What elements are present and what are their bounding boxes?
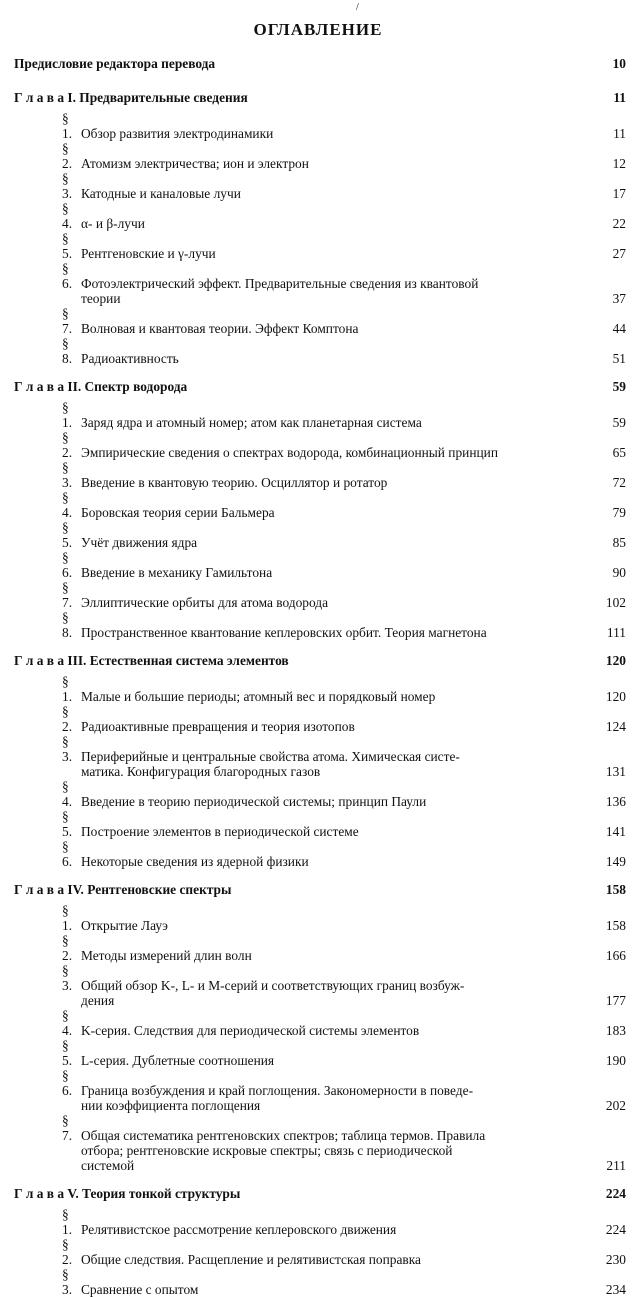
- section-entry[interactable]: [14, 111, 626, 141]
- section-title: системой: [81, 1158, 135, 1173]
- section-number: § 2.: [62, 933, 73, 963]
- section-page: 131: [605, 764, 626, 779]
- chapter-heading[interactable]: [14, 379, 626, 394]
- section-title: Граница возбуждения и край поглощения. Закономерности в поведе-: [81, 1083, 474, 1098]
- section-page: 183: [605, 1023, 626, 1038]
- chapter-title: Г л а в а V. Теория тонкой структуры: [14, 1186, 241, 1201]
- chapter-page: 59: [612, 379, 626, 394]
- chapter-title: Г л а в а II. Спектр водорода: [14, 379, 188, 394]
- section-page: 11: [613, 126, 626, 141]
- section-page: 111: [606, 625, 626, 640]
- chapter-heading[interactable]: [14, 882, 626, 897]
- section-entry[interactable]: [14, 306, 626, 336]
- section-entry[interactable]: [14, 933, 626, 963]
- section-entry[interactable]: [14, 1008, 626, 1038]
- section-number: § 1.: [62, 400, 73, 430]
- section-entry[interactable]: [14, 674, 626, 704]
- section-title: Эллиптические орбиты для атома водорода: [81, 595, 329, 610]
- section-title: Введение в механику Гамильтона: [81, 565, 273, 580]
- section-entry[interactable]: [14, 1267, 626, 1297]
- chapter-page: 158: [605, 882, 626, 897]
- section-entry[interactable]: [14, 704, 626, 734]
- section-entry[interactable]: [14, 963, 626, 993]
- page-title: ОГЛАВЛЕНИЕ: [253, 20, 383, 39]
- section-entry[interactable]: [14, 779, 626, 809]
- section-page: 65: [612, 445, 626, 460]
- section-title: матика. Конфигурация благородных газов: [81, 764, 321, 779]
- section-entry[interactable]: [14, 839, 626, 869]
- section-number: § 8.: [62, 610, 73, 640]
- section-number: § 5.: [62, 231, 73, 261]
- section-page: 224: [605, 1222, 626, 1237]
- section-entry[interactable]: [14, 201, 626, 231]
- section-page: 166: [605, 948, 626, 963]
- section-title: Радиоактивные превращения и теория изотопов: [81, 719, 355, 734]
- section-title: Методы измерений длин волн: [81, 948, 252, 963]
- chapter-gap: [14, 640, 626, 649]
- section-number: § 2.: [62, 430, 73, 460]
- preface-page: 10: [612, 56, 626, 71]
- chapter-gap: [14, 869, 626, 878]
- chapter-title: Г л а в а IV. Рентгеновские спектры: [14, 882, 232, 897]
- section-page: 141: [605, 824, 626, 839]
- section-title: Общие следствия. Расщепление и релятивистская поправка: [81, 1252, 421, 1267]
- top-mark: /: [356, 2, 359, 13]
- section-page: 85: [612, 535, 626, 550]
- section-entry[interactable]: [14, 261, 626, 291]
- section-entry[interactable]: [14, 550, 626, 580]
- section-entry[interactable]: [14, 1068, 626, 1098]
- chapter-page: 120: [605, 653, 626, 668]
- section-title: Малые и большие периоды; атомный вес и порядковый номер: [81, 689, 436, 704]
- section-page: 90: [612, 565, 626, 580]
- chapter-title: Г л а в а III. Естественная система элементов: [14, 653, 289, 668]
- section-page: 120: [605, 689, 626, 704]
- section-title: Фотоэлектрический эффект. Предварительные сведения из квантовой: [81, 276, 479, 291]
- section-title: Рентгеновские и γ-лучи: [81, 246, 216, 261]
- section-entry[interactable]: [14, 1038, 626, 1068]
- section-number: § 5.: [62, 520, 73, 550]
- section-number: § 4.: [62, 490, 73, 520]
- section-page: 136: [605, 794, 626, 809]
- chapter-heading[interactable]: [14, 90, 626, 105]
- chapter-page: 224: [605, 1186, 626, 1201]
- section-page: 158: [605, 918, 626, 933]
- section-number: § 4.: [62, 1008, 73, 1038]
- section-number: § 8.: [62, 336, 73, 366]
- section-title: Радиоактивность: [81, 351, 179, 366]
- section-entry-continuation[interactable]: [14, 1158, 626, 1173]
- section-page: 149: [605, 854, 626, 869]
- section-title: Введение в теорию периодической системы; принцип Паули: [81, 794, 427, 809]
- section-number: § 1.: [62, 1207, 73, 1237]
- section-number: § 2.: [62, 141, 73, 171]
- section-number: § 7.: [62, 1113, 73, 1143]
- section-entry[interactable]: [14, 400, 626, 430]
- section-entry-continuation[interactable]: [14, 993, 626, 1008]
- section-entry[interactable]: [14, 231, 626, 261]
- section-title: Сравнение с опытом: [81, 1282, 199, 1297]
- section-title: Учёт движения ядра: [81, 535, 198, 550]
- section-page: 230: [605, 1252, 626, 1267]
- section-number: § 7.: [62, 306, 73, 336]
- section-title: Боровская теория серии Бальмера: [81, 505, 275, 520]
- preface-entry[interactable]: [14, 56, 626, 71]
- section-page: 22: [612, 216, 626, 231]
- section-page: 51: [612, 351, 626, 366]
- section-entry[interactable]: [14, 490, 626, 520]
- section-title: Волновая и квантовая теории. Эффект Комптона: [81, 321, 359, 336]
- section-title: Пространственное квантование кеплеровских орбит. Теория магнетона: [81, 625, 487, 640]
- section-title: Катодные и каналовые лучи: [81, 186, 241, 201]
- section-title: Атомизм электричества; ион и электрон: [81, 156, 309, 171]
- section-entry-continuation[interactable]: [14, 291, 626, 306]
- section-title: Открытие Лауэ: [81, 918, 168, 933]
- section-number: § 1.: [62, 111, 73, 141]
- section-number: § 4.: [62, 779, 73, 809]
- section-entry-continuation[interactable]: [14, 1098, 626, 1113]
- section-number: § 5.: [62, 809, 73, 839]
- section-title: Периферийные и центральные свойства атома. Химическая систе-: [81, 749, 460, 764]
- section-number: § 1.: [62, 674, 73, 704]
- section-page: 102: [605, 595, 626, 610]
- section-entry[interactable]: [14, 610, 626, 640]
- section-number: § 3.: [62, 460, 73, 490]
- section-entry-continuation[interactable]: [14, 764, 626, 779]
- section-title: Общий обзор K-, L- и M-серий и соответствующих границ возбуж-: [81, 978, 465, 993]
- section-title: Обзор развития электродинамики: [81, 126, 274, 141]
- section-entry[interactable]: [14, 171, 626, 201]
- section-number: § 4.: [62, 201, 73, 231]
- section-number: § 3.: [62, 963, 73, 993]
- section-entry[interactable]: [14, 520, 626, 550]
- section-number: § 2.: [62, 704, 73, 734]
- chapter-gap: [14, 366, 626, 375]
- section-title: α- и β-лучи: [81, 216, 145, 231]
- section-title: Построение элементов в периодической системе: [81, 824, 359, 839]
- section-page: 190: [605, 1053, 626, 1068]
- section-page: 17: [612, 186, 626, 201]
- section-entry[interactable]: [14, 580, 626, 610]
- section-title: Релятивистское рассмотрение кеплеровского движения: [81, 1222, 397, 1237]
- chapter-gap: [14, 1173, 626, 1182]
- section-number: § 5.: [62, 1038, 73, 1068]
- section-number: § 6.: [62, 1068, 73, 1098]
- section-entry[interactable]: [14, 809, 626, 839]
- chapter-heading[interactable]: [14, 1186, 626, 1201]
- section-title: отбора; рентгеновские искровые спектры; связь с периодической: [81, 1143, 453, 1158]
- section-page: 124: [605, 719, 626, 734]
- section-entry[interactable]: [14, 1113, 626, 1143]
- section-page: 202: [605, 1098, 626, 1113]
- section-entry[interactable]: [14, 460, 626, 490]
- section-title: Заряд ядра и атомный номер; атом как планетарная система: [81, 415, 422, 430]
- section-number: § 2.: [62, 1237, 73, 1267]
- section-entry[interactable]: [14, 141, 626, 171]
- section-page: 59: [612, 415, 626, 430]
- section-number: § 3.: [62, 171, 73, 201]
- section-title: Некоторые сведения из ядерной физики: [81, 854, 309, 869]
- section-page: 12: [612, 156, 626, 171]
- chapter-title: Г л а в а I. Предварительные сведения: [14, 90, 248, 105]
- section-number: § 6.: [62, 550, 73, 580]
- section-number: § 3.: [62, 734, 73, 764]
- section-title: Эмпирические сведения о спектрах водорода, комбинационный принцип: [81, 445, 498, 460]
- chapter-heading[interactable]: [14, 653, 626, 668]
- section-number: § 3.: [62, 1267, 73, 1297]
- section-entry[interactable]: [14, 1237, 626, 1267]
- section-page: 37: [612, 291, 626, 306]
- section-page: 72: [612, 475, 626, 490]
- section-page: 79: [612, 505, 626, 520]
- section-title: K-серия. Следствия для периодической системы элементов: [81, 1023, 420, 1038]
- section-page: 211: [606, 1158, 626, 1173]
- section-entry[interactable]: [14, 1207, 626, 1237]
- section-entry[interactable]: [14, 903, 626, 933]
- chapter-page: 11: [613, 90, 626, 105]
- section-entry[interactable]: [14, 336, 626, 366]
- section-entry[interactable]: [14, 430, 626, 460]
- section-number: § 6.: [62, 839, 73, 869]
- section-title: нии коэффициента поглощения: [81, 1098, 261, 1113]
- section-title: теории: [81, 291, 121, 306]
- section-number: § 7.: [62, 580, 73, 610]
- section-number: § 6.: [62, 261, 73, 291]
- section-title: Общая систематика рентгеновских спектров; таблица термов. Правила: [81, 1128, 486, 1143]
- preface-title: Предисловие редактора перевода: [14, 56, 216, 71]
- section-page: 44: [612, 321, 626, 336]
- section-page: 27: [612, 246, 626, 261]
- section-entry[interactable]: [14, 734, 626, 764]
- section-page: 234: [605, 1282, 626, 1297]
- section-title: L-серия. Дублетные соотношения: [81, 1053, 275, 1068]
- chapter-gap: [14, 77, 626, 86]
- section-title: Введение в квантовую теорию. Осциллятор и ротатор: [81, 475, 388, 490]
- section-page: 177: [605, 993, 626, 1008]
- section-number: § 1.: [62, 903, 73, 933]
- table-of-contents: [14, 52, 626, 1297]
- section-title: дения: [81, 993, 115, 1008]
- section-entry-continuation[interactable]: [14, 1143, 626, 1158]
